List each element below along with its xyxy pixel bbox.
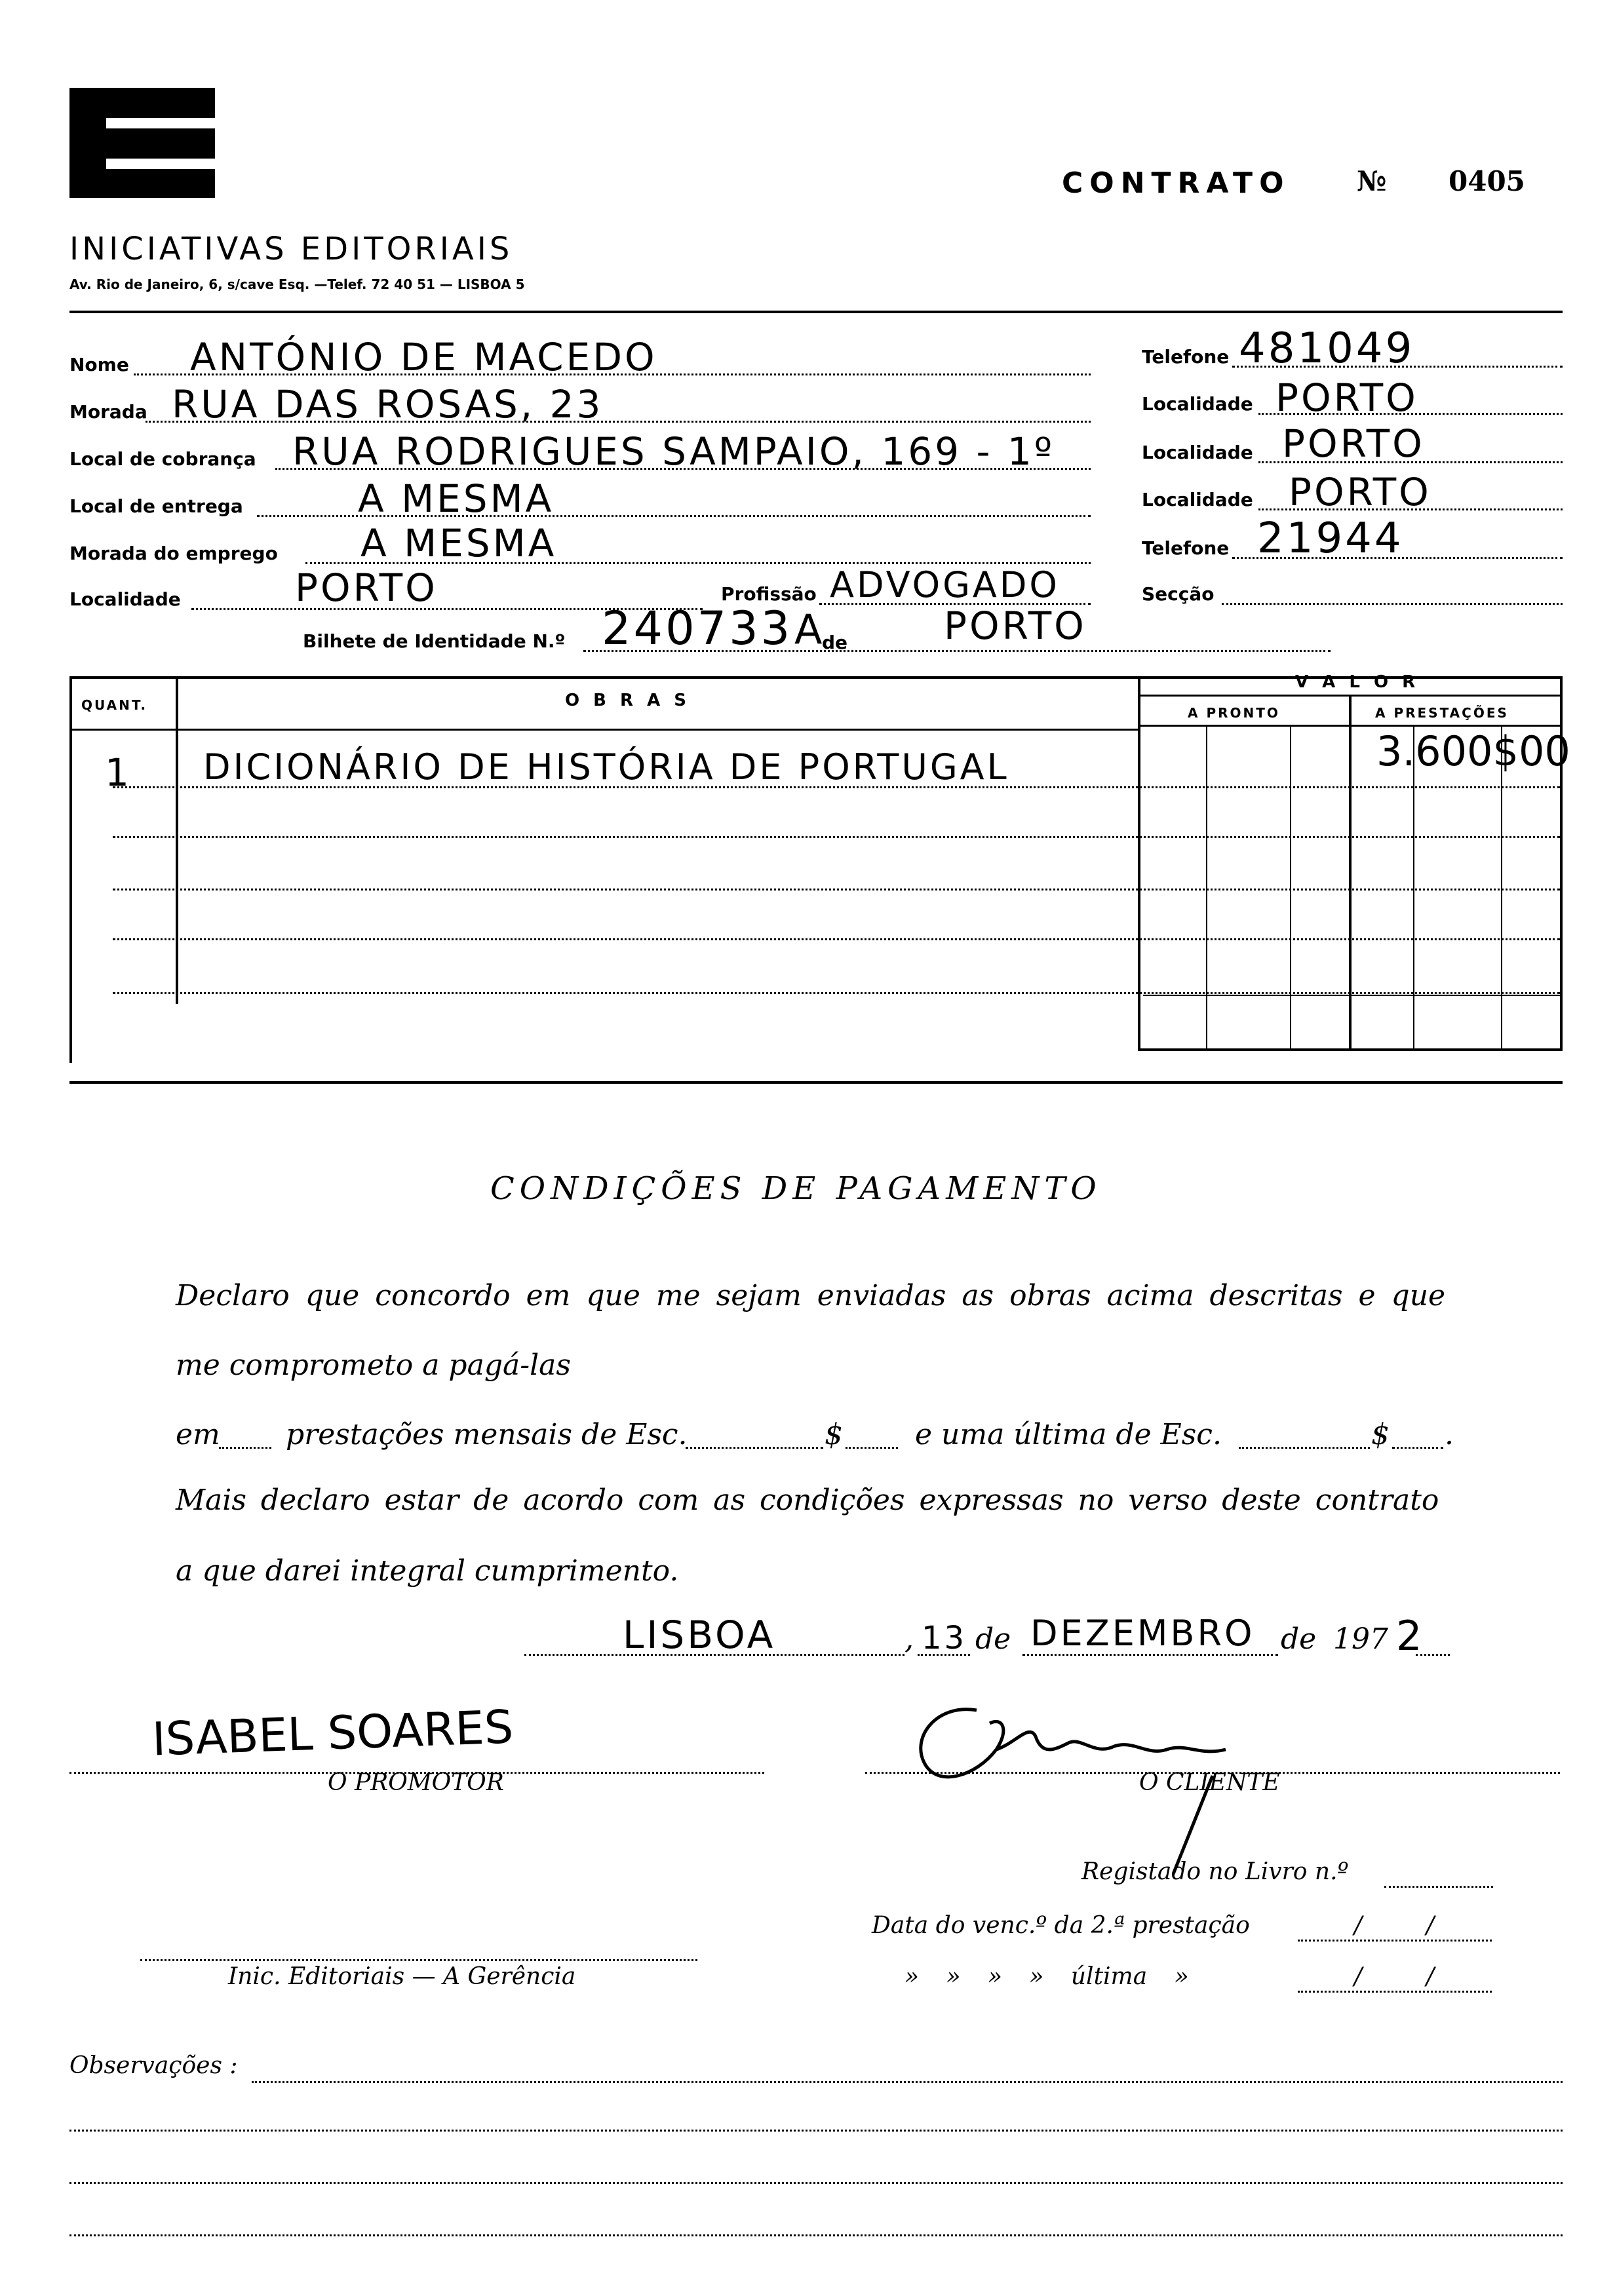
date-de1: de [975,1622,1011,1656]
locality4-label: Localidade [69,588,181,610]
contract-number: 0405 [1449,165,1525,197]
delivery-label: Local de entrega [69,495,243,517]
payment-title: CONDIÇÕES DE PAGAMENTO [490,1170,1102,1207]
locality2-value[interactable]: PORTO [1282,421,1425,466]
section-line [1222,603,1563,605]
monthly-amount-field[interactable] [686,1447,823,1449]
payment-line4: Mais declaro estar de acordo com as condições expressas no verso deste contrato [176,1483,1439,1517]
header-rule [69,311,1563,313]
phone2-value[interactable]: 21944 [1257,514,1404,563]
number-sign: № [1357,165,1387,197]
observations-line-4[interactable] [69,2234,1563,2236]
payment-line3-prest: prestações mensais de Esc. [286,1418,688,1451]
locality1-value[interactable]: PORTO [1275,375,1418,420]
payment-line3-dot: . [1445,1418,1454,1451]
id-place-value[interactable]: PORTO [944,603,1087,648]
payment-line5: a que darei integral cumprimento. [176,1554,679,1588]
observations-line-3[interactable] [69,2182,1563,2184]
last-amount-field[interactable] [1239,1447,1370,1449]
due-2nd-field[interactable] [1298,1940,1492,1942]
id-number-value[interactable]: 240733 [602,602,793,655]
locality3-label: Localidade [1142,489,1253,510]
last-label: » » » » última » [905,1963,1189,1990]
row-work[interactable]: DICIONÁRIO DE HISTÓRIA DE PORTUGAL [203,746,1009,788]
due-2nd-label: Data do venc.º da 2.ª prestação [872,1912,1250,1939]
observations-label: Observações : [69,2052,238,2079]
value-header: V A L O R [1295,672,1420,692]
payment-line3-last: e uma última de Esc. [915,1418,1222,1451]
promoter-label: O PROMOTOR [328,1769,504,1796]
work-address-value[interactable]: A MESMA [360,521,557,565]
date-de2: de [1281,1622,1317,1656]
payment-line3-dollar1: $ [825,1418,843,1451]
contract-label: CONTRATO [1062,166,1291,200]
id-label: Bilhete de Identidade N.º [303,630,566,652]
phone2-label: Telefone [1142,537,1230,559]
place-value[interactable]: LISBOA [623,1613,776,1657]
observations-line-1[interactable] [252,2081,1563,2083]
work-address-label: Morada do emprego [69,543,278,564]
company-address: Av. Rio de Janeiro, 6, s/cave Esq. —Telef. 72 40 51 — LISBOA 5 [69,277,525,292]
phone-label: Telefone [1142,346,1230,368]
observations-line-2[interactable] [69,2130,1563,2132]
last-due-field[interactable] [1298,1991,1492,1993]
qty-header: QUANT. [81,697,148,713]
month-value[interactable]: DEZEMBRO [1030,1613,1255,1654]
name-label: Nome [69,354,129,375]
payment-line1: Declaro que concordo em que me sejam enviadas as obras acima descritas e que [176,1279,1446,1312]
installments-count-field[interactable] [219,1447,271,1449]
registered-label: Registado no Livro n.º [1081,1858,1349,1885]
works-header: O B R A S [565,691,690,710]
phone-value[interactable]: 481049 [1239,324,1415,373]
section-label: Secção [1142,583,1215,605]
id-de-label: de [822,632,848,653]
profession-value[interactable]: ADVOGADO [830,564,1060,605]
payment-line3-em: em [176,1418,220,1451]
table-bottom-rule [69,1081,1563,1084]
profession-label: Profissão [721,583,817,605]
locality2-label: Localidade [1142,442,1253,463]
payment-line2: me comprometo a pagá-las [176,1349,571,1382]
company-name: INICIATIVAS EDITORIAIS [69,231,513,267]
locality4-value[interactable]: PORTO [295,565,438,610]
name-value[interactable]: ANTÓNIO DE MACEDO [190,335,657,379]
row-qty[interactable]: 1 [105,750,132,795]
cash-header: A PRONTO [1188,705,1280,721]
address-label: Morada [69,401,147,423]
delivery-value[interactable]: A MESMA [358,476,555,521]
locality1-label: Localidade [1142,393,1253,415]
client-label: O CLIENTE [1139,1769,1280,1796]
locality3-value[interactable]: PORTO [1289,470,1431,514]
year-prefix: 197 [1333,1622,1388,1656]
installments-header: A PRESTAÇÕES [1375,705,1509,721]
year-suffix[interactable]: 2 [1396,1612,1425,1660]
management-label: Inic. Editoriais — A Gerência [228,1963,576,1990]
day-value[interactable]: 13 [922,1620,967,1656]
registered-field[interactable] [1384,1886,1493,1888]
collection-label: Local de cobrança [69,448,256,470]
payment-line3-dollar2: $ [1371,1418,1390,1451]
management-line [140,1959,697,1961]
promoter-signature[interactable]: ISABEL SOARES [151,1700,515,1767]
collection-value[interactable]: RUA RODRIGUES SAMPAIO, 169 - 1º [292,429,1055,474]
row-installments[interactable]: 3.600$00 [1376,727,1570,775]
address-value[interactable]: RUA DAS ROSAS, 23 [172,382,604,427]
